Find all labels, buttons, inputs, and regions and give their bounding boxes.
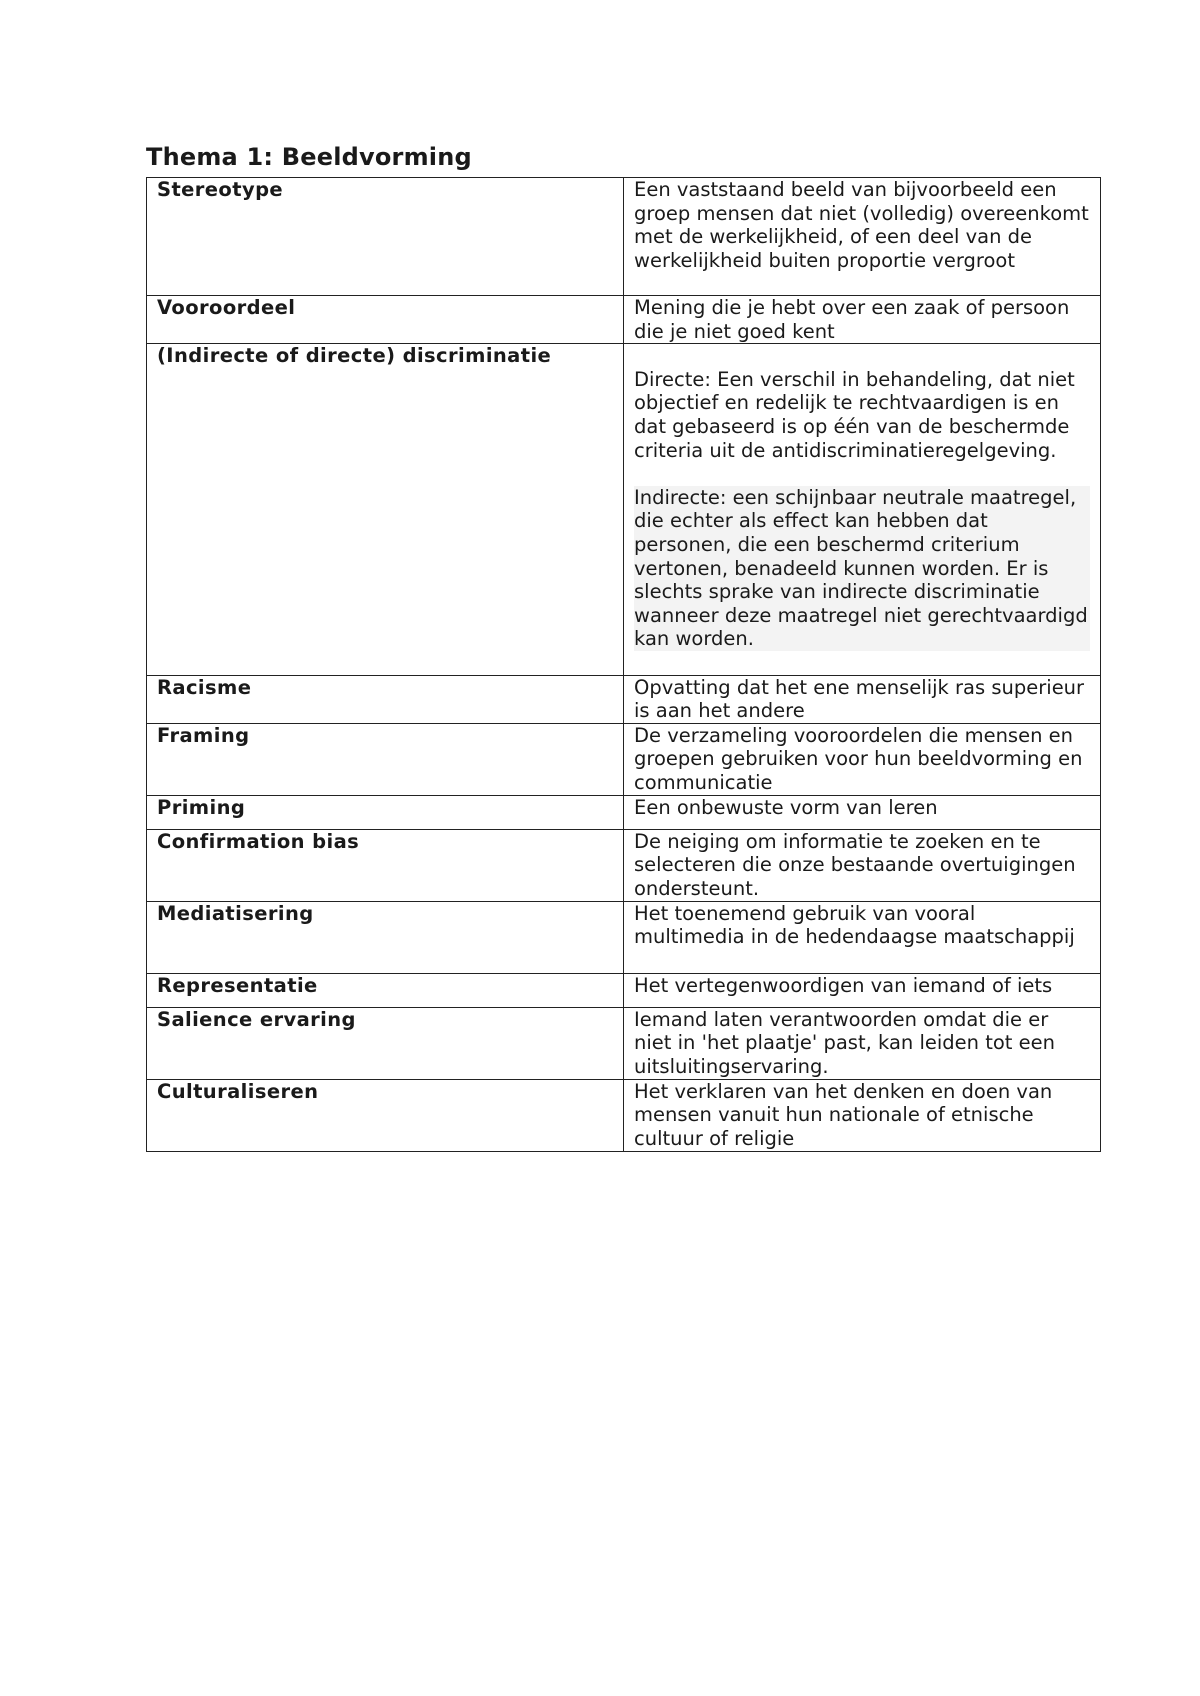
table-row <box>147 178 1101 296</box>
definition-cell: Opvatting dat het ene menselijk ras superieur is aan het andere <box>624 675 1101 723</box>
definition-cell: Het toenemend gebruik van vooral multimedia in de hedendaagse maatschappij <box>624 901 1101 973</box>
term-cell: Priming <box>147 795 624 829</box>
term-cell: (Indirecte of directe) discriminatie <box>147 344 624 675</box>
definition-indirect: Indirecte: een schijnbaar neutrale maatregel, die echter als effect kan hebben dat personen, die een beschermd criterium vertonen, benadeeld kunnen worden. Er is slechts sprake van indirecte discriminatie wanneer deze maatregel niet gerechtvaardigd kan worden. <box>634 486 1090 651</box>
table-row <box>147 973 1101 1007</box>
table-row <box>147 901 1101 973</box>
definition-cell: Het verklaren van het denken en doen van mensen vanuit hun nationale of etnische cultuur of religie <box>624 1079 1101 1151</box>
term-cell: Vooroordeel <box>147 296 624 344</box>
table-row <box>147 1007 1101 1079</box>
definition-cell: Het vertegenwoordigen van iemand of iets <box>624 973 1101 1007</box>
definition-cell: De verzameling vooroordelen die mensen en groepen gebruiken voor hun beeldvorming en communicatie <box>624 723 1101 795</box>
term-cell: Stereotype <box>147 178 624 296</box>
table-row <box>147 296 1101 344</box>
term-cell: Culturaliseren <box>147 1079 624 1151</box>
terms-table <box>146 177 1101 1152</box>
term-cell: Salience ervaring <box>147 1007 624 1079</box>
definition-direct: Directe: Een verschil in behandeling, dat niet objectief en redelijk te rechtvaardigen is en dat gebaseerd is op één van de beschermde criteria uit de antidiscriminatieregelgeving. <box>634 367 1075 462</box>
definition-cell: Een vaststaand beeld van bijvoorbeeld een groep mensen dat niet (volledig) overeenkomt met de werkelijkheid, of een deel van de werkelijkheid buiten proportie vergroot <box>624 178 1101 296</box>
table-row <box>147 344 1101 675</box>
term-cell: Racisme <box>147 675 624 723</box>
term-cell: Mediatisering <box>147 901 624 973</box>
term-cell: Confirmation bias <box>147 829 624 901</box>
definition-cell: Mening die je hebt over een zaak of persoon die je niet goed kent <box>624 296 1101 344</box>
definition-cell <box>624 344 1101 675</box>
page-title: Thema 1: Beeldvorming <box>146 143 472 171</box>
table-row <box>147 1079 1101 1151</box>
definition-cell: Iemand laten verantwoorden omdat die er niet in 'het plaatje' past, kan leiden tot een uitsluitingservaring. <box>624 1007 1101 1079</box>
definition-cell: Een onbewuste vorm van leren <box>624 795 1101 829</box>
term-cell: Framing <box>147 723 624 795</box>
table-row <box>147 829 1101 901</box>
term-cell: Representatie <box>147 973 624 1007</box>
table-row <box>147 795 1101 829</box>
table-row <box>147 675 1101 723</box>
definition-cell: De neiging om informatie te zoeken en te selecteren die onze bestaande overtuigingen ondersteunt. <box>624 829 1101 901</box>
table-row <box>147 723 1101 795</box>
